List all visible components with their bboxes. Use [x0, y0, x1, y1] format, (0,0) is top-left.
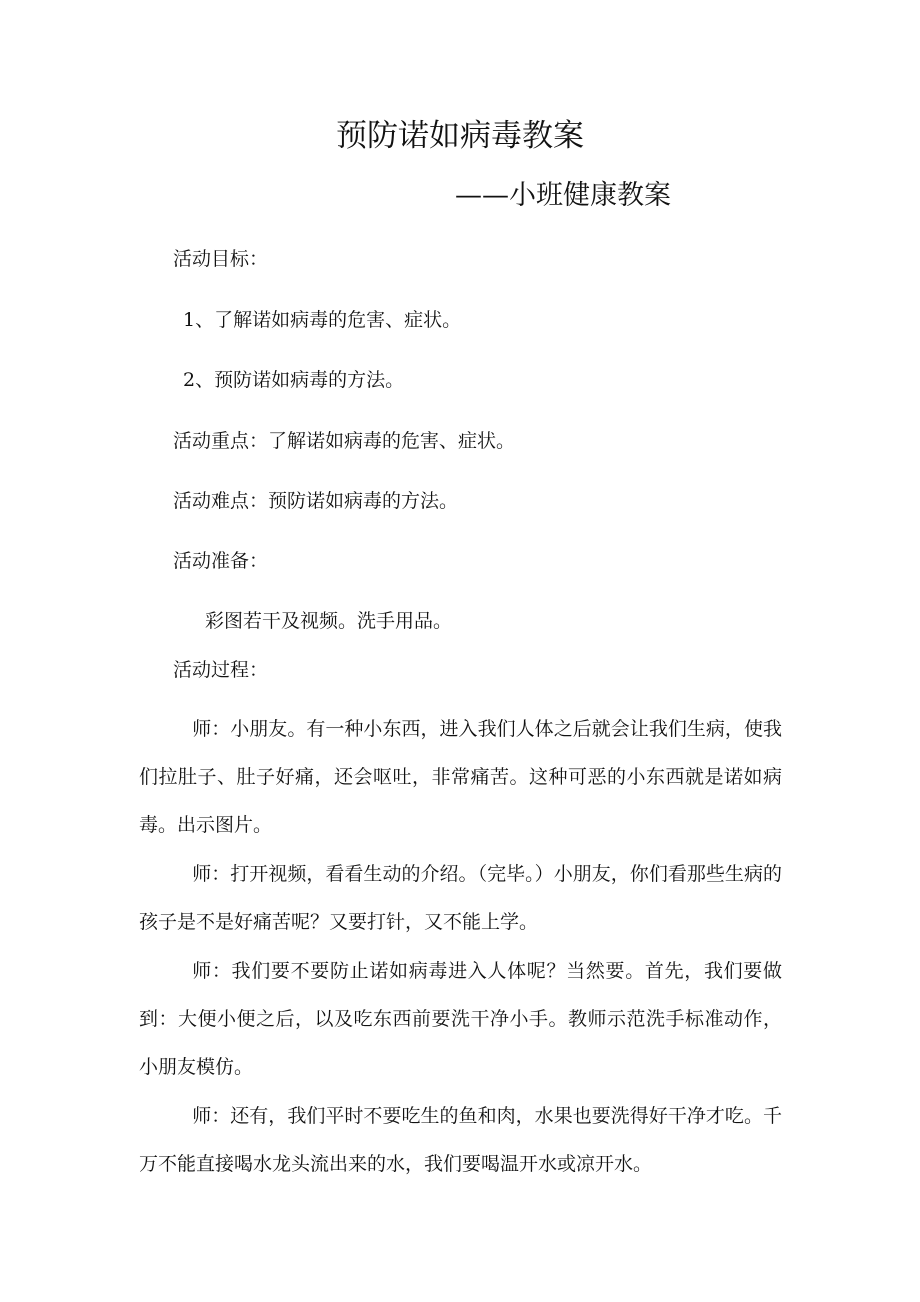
process-paragraph-4: 师：还有，我们平时不要吃生的鱼和肉，水果也要洗得好干净才吃。千万不能直接喝水龙头流出来的水，我们要喝温开水或凉开水。 — [139, 1105, 782, 1175]
goals-heading: 活动目标： — [173, 248, 269, 270]
process-paragraph-1: 师：小朋友。有一种小东西，进入我们人体之后就会让我们生病，使我们拉肚子、肚子好痛，还会呕吐，非常痛苦。这种可恶的小东西就是诺如病毒。出示图片。 — [139, 718, 782, 836]
difficulty-point: 活动难点：预防诺如病毒的方法。 — [173, 490, 459, 512]
process-paragraph-3: 师：我们要不要防止诺如病毒进入人体呢？当然要。首先，我们要做到：大便小便之后，以及吃东西前要洗干净小手。教师示范洗手标准动作，小朋友模仿。 — [139, 960, 782, 1078]
prep-heading: 活动准备： — [173, 550, 269, 572]
prep-content: 彩图若干及视频。洗手用品。 — [205, 610, 453, 632]
goal-item-2: 2、预防诺如病毒的方法。 — [183, 369, 405, 391]
document-subtitle: ——小班健康教案 — [455, 180, 671, 211]
key-point: 活动重点：了解诺如病毒的危害、症状。 — [173, 430, 516, 452]
process-heading: 活动过程： — [173, 659, 269, 681]
document-title: 预防诺如病毒教案 — [336, 118, 584, 154]
goal-item-1: 1、了解诺如病毒的危害、症状。 — [183, 309, 462, 331]
process-paragraph-2: 师：打开视频，看看生动的介绍。（完毕。）小朋友，你们看那些生病的孩子是不是好痛苦呢？又要打针，又不能上学。 — [139, 863, 782, 933]
